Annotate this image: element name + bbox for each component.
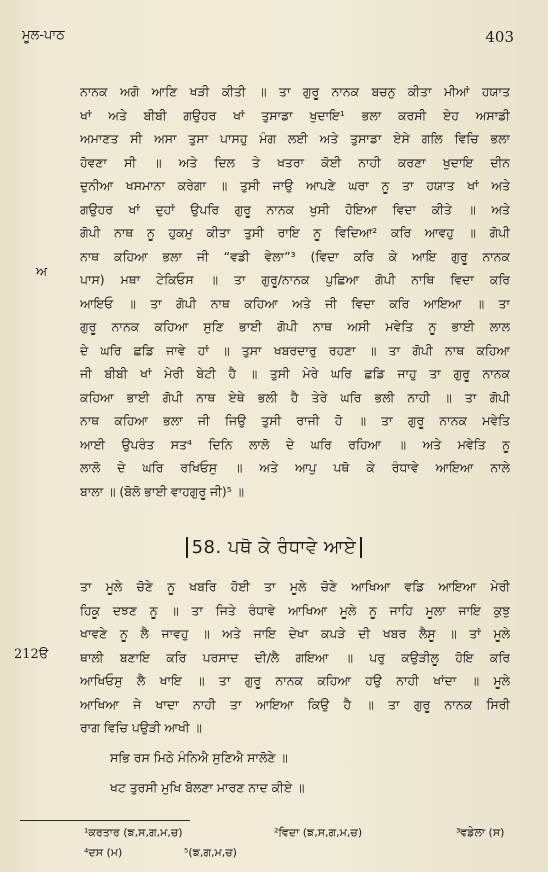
text-line: ਆਖਿਓਸੁ ਲੈ ਖਾਇ ॥ ਤਾ ਗੁਰੂ ਨਾਨਕ ਕਹਿਆ ਹਉ ਨਾਹੀ ਖਾਂਦਾ ॥ ਮੂਲੇ [80,673,510,688]
text-line: ਗੁਰੂ ਨਾਨਕ ਕਹਿਆ ਸੁਣਿ ਭਾਈ ਗੋਪੀ ਨਾਥ ਅਸੀ ਮਵੇਤਿ ਨੂ ਭਾਈ ਲਾਲ [80,319,510,334]
running-head: ਮੂਲ-ਪਾਠ [22,28,65,43]
text-line: ਦੇ ਘਰਿ ਛਡਿ ਜਾਵੇ ਹਾਂ ॥ ਤੁਸਾ ਖਬਰਦਾਰੁ ਰਹਣਾ ॥ ਤਾ ਗੋਪੀ ਨਾਥ ਕਹਿਆ [80,342,510,358]
footnote-2: ²ਵਿਦਾ (ਙ,ਸ,ਗ,ਮ,ਚ) [274,826,363,839]
text-line: ਨਾਨਕ ਅਗੋ ਆਣਿ ਖੜੀ ਕੀਤੀ ॥ ਤਾ ਗੁਰੂ ਨਾਨਕ ਬਚਨੁ ਕੀਤਾ ਮੀਆਂ ਹਯਾਤ [80,84,510,99]
margin-note-folio: 212ੳ [14,647,49,662]
text-line: ਹੋਵਣਾ ਸੀ ॥ ਅਤੇ ਦਿਲ ਤੇ ਖਤਰਾ ਕੋਈ ਨਾਹੀ ਕਰਣਾ ਖੁਦਾਇ ਦੀਨ [80,154,510,170]
text-line: ਕਹਿਆ ਭਾਈ ਗੋਪੀ ਨਾਥ ਏਥੇ ਭਲੀ ਹੈ ਤੇਰੇ ਘਰਿ ਭਲੀ ਨਾਹੀ ॥ ਤਾ ਗੋਪੀ [80,389,510,405]
text-line: ਦੁਨੀਆ ਖਸਮਾਨਾ ਕਰੇਗਾ ॥ ਤੁਸੀ ਜਾਉ ਆਪਣੇ ਘਰਾ ਨੂ ਤਾ ਹਯਾਤ ਖਾਂ ਅਤੇ [80,178,510,193]
footnote-3: ³ਵਡੇਲਾ (ਸ) [456,826,505,839]
footnote-rule [20,820,190,821]
text-line: ਤਾ ਮੂਲੇ ਚੋਣੇ ਨੂ ਖਬਰਿ ਹੋਈ ਤਾ ਮੂਲੇ ਚੋਣੇ ਆਖਿਆ ਵਡਿ ਆਇਆ ਮੇਰੀ [80,579,510,594]
text-line: ਰਾਗ ਵਿਚਿ ਪਉੜੀ ਆਖੀ ॥ [80,720,202,735]
text-line: ਖਾਂ ਅਤੇ ਬੀਬੀ ਗਉਹਰ ਖਾਂ ਤੁਸਾਡਾ ਖੁਦਾਇ¹ ਭਲਾ ਕਰਸੀ ਏਹ ਅਸਾਡੀ [80,107,510,123]
text-line: ਥਾਲੀ ਬਣਾਇ ਕਰਿ ਪਰਸਾਦ ਦੀ/ਲੈ ਗਇਆ ॥ ਪਰੁ ਕਉੜੀਲੂ ਹੋਇ ਕਰਿ [80,649,510,665]
text-line: ਹਿਕੂ ਦਝਣ ਨੂ ॥ ਤਾ ਜਿਤੇ ਰੰਧਾਵੇ ਆਖਿਆ ਮੂਲੇ ਨੂ ਜਾਹਿ ਮੂਲਾ ਜਾਇ ਕੁਝੁ [80,602,510,618]
text-line: ਨਾਥ ਕਹਿਆ ਭਲਾ ਜੀ ਜਿਉ ਤੁਸੀ ਰਾਜੀ ਹੋ ॥ ਤਾ ਗੁਰੂ ਨਾਨਕ ਮਵੇਤਿ [80,413,510,428]
text-line: ਨਾਥ ਕਹਿਆ ਭਲਾ ਜੀ “ਵਡੀ ਵੇਲਾ”³ (ਵਿਦਾ ਕਰਿ ਕੇ ਆਇ ਗੁਰੂ ਨਾਨਕ [80,248,510,264]
text-line: ਗਉਹਰ ਖਾਂ ਦੁਹਾਂ ਉਪਰਿ ਗੁਰੂ ਨਾਨਕ ਖੁਸੀ ਹੋਇਆ ਵਿਦਾ ਕੀਤੇ ॥ ਅਤੇ [80,201,510,217]
section-heading [0,537,548,558]
text-line: ਆਈ ਉਪਰੰਤ ਸਤ⁴ ਦਿਨਿ ਲਾਲੋ ਦੇ ਘਰਿ ਰਹਿਆ ॥ ਅਤੇ ਮਵੇਤਿ ਨੂ [80,436,510,452]
text-line: ਖਾਵਣੇ ਨੂ ਲੈ ਜਾਵਹੁ ॥ ਅਤੇ ਜਾਇ ਦੇਖਾ ਕਪੜੇ ਦੀ ਖਬਰ ਲੈਸੂ ॥ ਤਾਂ ਮੂਲੇ [80,626,510,641]
footnote-1: ¹ਕਰਤਾਰ (ਙ,ਸ,ਗ,ਮ,ਚ) [84,826,183,839]
text-line: ਪਾਸ) ਮਥਾ ਟੇਕਿਓਸ ॥ ਤਾ ਗੁਰੂ/ਨਾਨਕ ਪੁਛਿਆ ਗੋਪੀ ਨਾਥਿ ਵਿਦਾ ਕਰਿ [80,272,510,287]
page-number: 403 [485,28,514,46]
text-line: ਜੀ ਬੀਬੀ ਖਾਂ ਮੇਰੀ ਬੇਟੀ ਹੈ ॥ ਤੁਸੀ ਮੇਰੇ ਘਰਿ ਛਡਿ ਜਾਹੁ ਤਾ ਗੁਰੂ ਨਾਨਕ [80,366,510,381]
verse-line-1: ਸਭਿ ਰਸ ਮਿਠੇ ਮੰਨਿਐ ਸੁਣਿਐ ਸਾਲੋਣੇ ॥ [110,750,288,765]
text-line: ਅਮਾਣਤ ਸੀ ਅਸਾ ਤੁਸਾ ਪਾਸਹੁ ਮੰਗ ਲਈ ਅਤੇ ਤੁਸਾਡਾ ਏਸੇ ਗਲਿ ਵਿਚਿ ਭਲਾ [80,131,510,146]
page-header [22,28,526,52]
margin-note-a: ਅ [36,265,48,280]
passage-2 [80,575,510,740]
verse-line-2: ਖਟ ਤੁਰਸੀ ਮੁਖਿ ਬੋਲਣਾ ਮਾਰਣ ਨਾਦ ਕੀਏ ॥ [110,780,305,795]
footnote-4: ⁴ਦਸ (ਮ) [84,846,123,859]
text-line: ਗੋਪੀ ਨਾਥ ਨੂ ਹੁਕਮੁ ਕੀਤਾ ਤੁਸੀ ਰਾਇ ਨੂ ਵਿਦਿਆ² ਕਰਿ ਆਵਹੁ ॥ ਗੋਪੀ [80,225,510,240]
text-line: ਲਾਲੋ ਦੇ ਘਰਿ ਰਖਿਓਸੁ ॥ ਅਤੇ ਆਪੁ ਪਥੋ ਕੇ ਰੰਧਾਵੇ ਆਇਆ ਨਾਲੇ [80,460,510,475]
text-line: ਆਖਿਆ ਜੇ ਖਾਦਾ ਨਾਹੀ ਤਾ ਆਇਆ ਕਿਉ ਹੈ ॥ ਤਾ ਗੁਰੂ ਨਾਨਕ ਸਿਰੀ [80,696,510,712]
text-line: ਆਇਓ ॥ ਤਾ ਗੋਪੀ ਨਾਥ ਕਹਿਆ ਅਤੇ ਜੀ ਵਿਦਾ ਕਰਿ ਆਇਆ ॥ ਤਾ [80,295,510,311]
section-title: 58. ਪਥੋ ਕੇ ਰੰਧਾਵੇ ਆਏ [186,537,363,558]
text-line: ਬਾਲਾ ॥ (ਬੋਲੋ ਭਾਈ ਵਾਹਗੁਰੂ ਜੀ)⁵ ॥ [80,483,244,499]
passage-1 [80,80,510,503]
footnote-5: ⁵(ਙ,ਗ,ਮ,ਚ) [184,846,237,859]
